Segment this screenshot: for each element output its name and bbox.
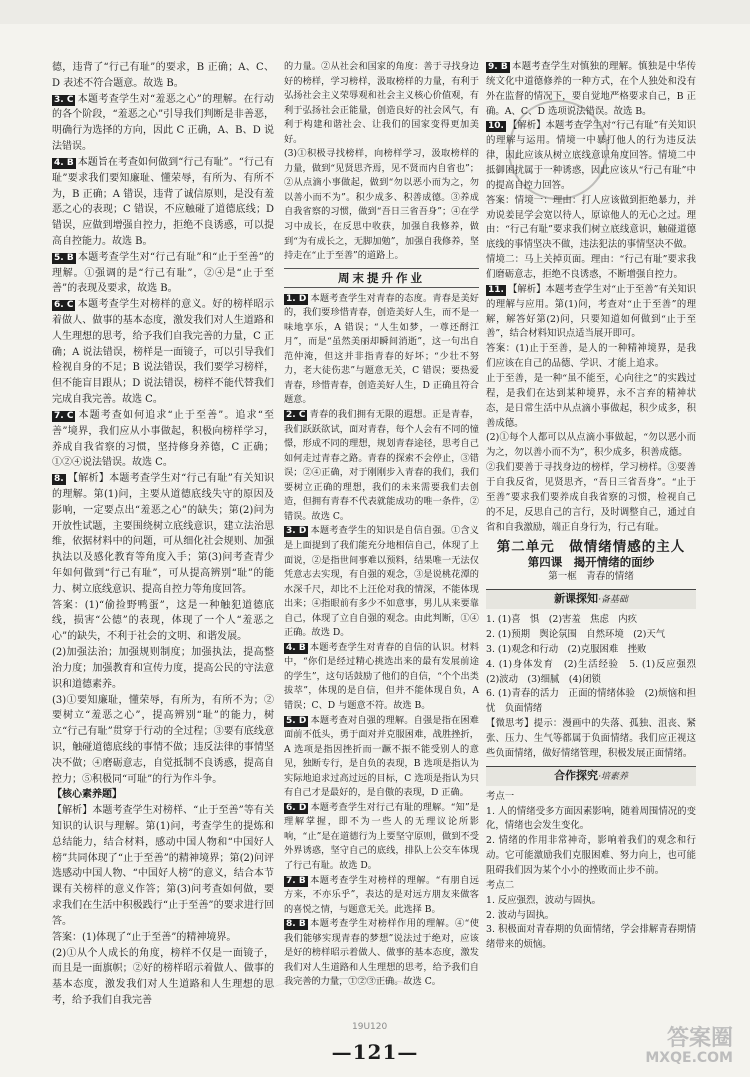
paragraph: 2. 波动与固执。 [486,909,555,921]
paragraph: 1. 人的情绪受多方面因素影响，随着周围情况的变化，情绪也会发生变化。 [486,805,696,832]
question-number: 5. B [54,252,74,263]
paragraph: 1. 反应强烈，波动与固执。 [486,894,602,906]
paragraph: 3. 积极面对青春期的负面情绪，学会排解青春期情绪带来的烦恼。 [486,924,696,951]
answer-text: 本题考查学生对青春的态度。青春是美好的，我们要珍惜青春，创造美好人生，而不是一味地享乐，A 错误；“人生如梦，一尊还酹江月”，而是“虽然美丽却瞬间消逝”，这一句出自范仲淹，但这并非指青春的好坏；“少壮不努力，老大徒伤悲”与题意无关，C 错误；要热爱青春，珍惜青春，创造美好人生，D 正确且符合题意。 [284,292,479,406]
paragraph: (2)①从个人成长的角度，榜样不仅是一面镜子，而且是一面旗帜；②好的榜样昭示着做人、做事的基本态度，激发我们对人生道路和人生理想的思考，给予我们自我完善 [52,947,274,1006]
answer-item [284,292,479,408]
paragraph: 2. 情绪的作用非常神奇，影响着我们的观念和行动。它可能激励我们克服困难、努力向上，也可能阻碍我们因为某个小小的挫败而止步不前。 [486,835,696,876]
section-band-subtitle: ·培素养 [598,771,628,782]
paragraph: 答案：(1)“偷捡野鸭蛋”，这是一种触犯道德底线，损害“公德”的表现，体现了一个人“羞恶之心”的缺失，不利于社会的文明、和谐发展。 [52,599,274,643]
subsection-heading: 【核心素养题】 [52,789,122,801]
answer-item [284,801,479,874]
section-band [486,766,696,786]
answer-text: 本题考查对自强的理解。自强是指在困难面前不低头，勇于面对并克服困难，战胜挫折，A 选项是指因挫折而一蹶不振不能受别人的意见，独断专行，是自负的表现，B 选项是指认为实际地追求过高过远的目标，C 选项是指认为只有自己才是最好的，是自傲的表现，D 正确。 [284,714,479,799]
answer-text: 本题考查学生对榜样作用的理解。④“使我们能够实现青春的梦想”说法过于绝对，应该是好的榜样昭示着做人、做事的基本态度，激发我们对人生道路和人生理想的思考，给予我们自我完善的力量，①②③正确。故选 C。 [284,918,479,988]
page-number: —121— [331,1040,419,1064]
paragraph: 的力量。②从社会和国家的角度：善于寻找身边好的榜样，学习榜样，汲取榜样的力量，有利于弘扬社会主义荣辱观和社会主义核心价值观，有利于弘扬社会正能量，创造良好的社会风气，有利于构建和谐社会、让我们的国家变得更加美好。 [284,61,479,145]
unit-title: 第二单元 做情绪情感的主人 [496,538,686,555]
question-number: 2. C [286,410,306,421]
paragraph: 4. (1)身体发育 (2)生活经验 5. (1)反应强烈 (2)波动 (3)细腻 (4)闭锁 [486,658,706,685]
paragraph: 【微思考】提示：漫画中的失落、孤独、沮丧、紧张、压力、生气等都属于负面情绪。我们应正视这些负面情绪，做好情绪管理，积极发展正面情绪。 [486,718,696,759]
answer-item [52,155,274,250]
answer-text: 【解析】本题考查学生对“行己有耻”有关知识的理解。第(1)问，主要从道德底线失守的原因及影响，一定要点出“羞恶之心”的缺失；第(2)问为开放性试题，主要围绕树立底线意识，建立法治思维，依据材料中的问题，可从细化社会规则、加强执法以及感化教育等角度入手；第(3)问考查青少年如何做到“行己有耻”，可从提高辨别“耻”的能力、树立底线意识、提高自控力等角度回答。 [52,473,274,595]
question-number: 3. C [54,94,74,105]
paragraph: 6. (1)青春的活力 正面的情绪体验 (2)烦恼和担忧 负面情绪 [486,688,696,715]
answer-text: 本题考查如何追求“止于至善”。追求“至善”境界，我们应从小事做起，积极向榜样学习，养成自我省察的习惯，坚持修身养德，C 正确；①②④说法错误。故选 C。 [52,409,274,469]
paragraph: 考点二 [486,879,515,891]
question-number: 5. D [286,715,307,726]
answer-item [52,92,274,155]
paragraph: 【解析】本题考查学生对榜样、“止于至善”等有关知识的认识与理解。第(1)问，考查学生的提炼和总结能力，结合材料，感动中国人物和“中国好人榜”共同体现了“止于至善”的精神境界；第(2)问评选感动中国人物、“中国好人榜”的意义，结合本节课有关榜样的意义作答；第(3)问考查如何做，要求我们在生活中积极践行“止于至善”的要求进行回答。 [52,805,274,927]
paragraph: 1. (1)喜 惧 (2)害羞 焦虑 内疚 [486,614,637,626]
question-number: 1. D [286,293,307,304]
question-number: 10. [488,121,504,132]
section-band-title: 合作探究 [554,768,599,782]
paragraph: (3)①积极寻找榜样，向榜样学习，汲取榜样的力量，做到“见贤思齐焉，见不贤而内自省也”；②从点滴小事做起，做到“勿以恶小而为之，勿以善小而不为”。积少成多、积善成德。③养成自我省察的习惯，做到“吾日三省吾身”；④在学习中成长，在反思中收获，加强自我修养，做到“为有成长之，无脚加勉”，加强自我修养，坚持走在“止于至善”的道路上。 [284,148,479,262]
frame-title: 第一框 青春的情绪 [548,571,634,583]
paragraph: 止于至善，是一种“虽不能至，心向往之”的实践过程，是我们在达到某种境界，永不言弃的精神状态，是日常生活中从点滴小事做起，积少成多，积善成德。 [486,373,696,429]
answer-text: 本题考查学生对榜样的理解。“有朋自远方来，不亦乐乎”，表达的是对远方朋友来做客的喜悦之情，与题意无关。此选择 B。 [284,874,479,915]
paragraph: (3)①要知廉耻，懂荣辱，有所为，有所不为；②要树立“羞恶之心”，提高辨别“耻”的能力，树立“行己有耻”贯穿于行动的全过程；③要有底线意识，触碰道德底线的事情不做；违反法律的事情坚决不做；④磨砺意志，自觉抵制不良诱惑，提高自控力；⑤积极同“可耻”的行为作斗争。 [52,694,274,785]
column-middle [284,60,479,990]
answer-item [284,917,479,990]
question-number: 4. B [54,157,74,168]
paragraph: 3. (1)观念和行动 (2)克服困难 挫败 [486,643,647,655]
column-left [52,60,274,1009]
question-number: 7. B [286,875,306,886]
answer-item [284,408,479,524]
answer-text: 【解析】本题考查学生对“止于至善”有关知识的理解与应用。第(1)问，考查对“止于至善”的理解，解答好第(2)问，只要知道如何做到“止于至善”，结合材料知识点适当展开即可。 [486,283,696,340]
question-number: 7. C [54,410,74,421]
header-band [0,0,750,24]
question-number: 3. D [286,526,307,537]
answer-text: 本题考查学生对青春的自信的认识。材料中，“你们是经过精心挑选出来的最有发展前途的学生”，这句话鼓励了他们的自信，“个个出类拔萃”，体现的是自信，但并不能体现自负，A 错误；C、D 与题意不符。故选 B。 [284,641,479,711]
section-band-title: 新课探知 [554,592,599,606]
answer-item [52,297,274,408]
paragraph: (2)加强法治；加强规则制度；加强执法，提高整治力度；加强教育和宣传力度，提高公民的守法意识和道德素养。 [52,647,274,690]
question-number: 6. D [286,802,307,813]
print-code: 19U120 [352,1022,388,1032]
answer-text: 本题旨在考查如何做到“行己有耻”。“行己有耻”要求我们要知廉耻、懂荣辱，有所为、有所不为，B 正确；A 错误，违背了诚信原则，是没有羞恶之心的表现；C 错误，不应触碰了道德底线；D 错误，应做到增强自控力，拒绝不良诱惑，可以提高自控能力。故选 B。 [52,156,274,247]
paragraph: 答案：(1)体现了“止于至善”的精神境界。 [52,931,237,943]
section-heading: 周末提升作业 [284,268,479,288]
site-watermark-logo: 答案圈 MXQE.COM [645,1026,733,1066]
answer-text: 本题考查学生对榜样的意义。好的榜样昭示着做人、做事的基本态度，激发我们对人生道路和人生理想的思考，给予我们自我完善的力量，C 正确；A 说法错误，榜样是一面镜子，可以引导我们检视自身的不足；B 说法错误，我们要学习榜样，但不能盲目跟从；D 说法错误，榜样不能代替我们完成自我完善。故选 C。 [52,299,274,406]
answer-item [284,874,479,918]
answer-item [284,714,479,801]
paragraph: (2)①每个人都可以从点滴小事做起，“勿以恶小而为之，勿以善小而不为”，积少成多，积善成德。 [486,432,696,459]
answer-text: 本题考查学生对“羞恶之心”的理解。在行动的各个阶段，“羞恶之心”引导我们判断是非善恶，明确行为选择的方向，因此 C 正确，A、B、D 说法错误。 [52,93,274,153]
answer-text: 本题考查学生对行己有耻的理解。“知”是理解掌握，即不为一些人的无理议论所影响，“止”是在道德行为上要坚守原则，做到不受外界诱惑，坚守自己的底线，排队上公交车体现了行己有耻。故选 D。 [284,801,479,871]
section-band-subtitle: ·备基础 [598,595,628,606]
section-band [486,589,696,609]
answer-item [486,60,696,119]
answer-item [486,283,696,342]
answer-item [284,641,479,714]
question-number: 11. [488,284,504,295]
answer-item [52,408,274,471]
paragraph: 情境二：马上关掉页面。理由：“行己有耻”要求我们磨砺意志，拒绝不良诱惑，不断增强自控力。 [486,254,696,281]
answer-item [284,524,479,640]
question-number: 9. B [488,62,508,72]
question-number: 4. B [286,642,306,653]
answer-text: 本题考查学生对“行己有耻”和“止于至善”的理解。①强调的是“行己有耻”，②④是“止于至善”的表现及要求，故选 B。 [52,251,274,295]
answer-text: 青春的我们拥有无限的遐想。正是青春，我们跃跃欲试，面对青春，每个人会有不同的憧憬，形成不同的理想，规划青春途径，思考自己如何走过青春之路。青春的探索不会停止，③错误；②④正确，对于刚刚步入青春的我们，我们要树立正确的理想，我们的未来需要我们去创造，但拥有青春不代表就能成功的唯一条件，②错误。故选 C。 [284,409,479,522]
paragraph: ②我们要善于寻找身边的榜样，学习榜样。③要善于自我反省，见贤思齐，“吾日三省吾身”。“止于至善”要求我们要养成自我省察的习惯，检视自己的不足，反思自己的言行，及时调整自己，通过自省和自我激励，端正自身行为，行己有耻。 [486,462,696,533]
answer-text: 本题考查学生的知识是自信自强。①含义是上面提到了我们能充分地相信自己，体现了上面说，②是指世间事难以预料，结果唯一无法仅凭意志去实现，有自强的观念，③是说桃花潭的水深千尺，却比不上汪伦对我的情深，不能体现出来；④指眼前有多少不如意事，男儿从来要靠自己，体现了立自自强的观念。由此判断，①④正确。故选 D。 [284,525,479,639]
lesson-title: 第四课 揭开情绪的面纱 [527,555,655,570]
answer-text: 本题考查学生对慎独的理解。慎独是中华传统文化中道德修养的一种方式，在个人独处和没有外在监督的情况下，要自觉地严格要求自己，B 正确。A、C、D 选项说法错误。故选 B。 [486,61,696,117]
paragraph: 2. (1)预期 舆论氛围 自然环境 (2)天气 [486,628,666,640]
paragraph: 德，违背了“行己有耻”的要求，B 正确；A、C、D 表述不符合题意。故选 B。 [52,62,274,89]
answer-item [52,250,274,297]
question-number: 8. [54,474,64,485]
paragraph: 答案：情境一：理由：打人应该做到拒绝暴力，并劝说姜昆学会宽以待人，原谅他人的无心之过。理由：“行己有耻”要求我们树立底线意识，触碰道德底线的事情坚决不做，违法犯法的事情坚决不做。 [486,194,696,251]
paragraph: 答案：(1)止于至善，是人的一种精神境界，是我们应该在自己的品德、学识、才能上追求。 [486,343,696,370]
answer-text: 【解析】本题考查学生对“行己有耻”有关知识的理解与运用。情境一中暴打他人的行为违反法律，因此应该从树立底线意识角度回答。情境二中抵御困扰属于一种诱惑，因此应该从“行己有耻”中的提高自控力回答。 [486,120,696,191]
paragraph: 考点一 [486,790,515,802]
answer-item [52,471,274,598]
column-right [486,60,706,953]
answer-item [486,119,696,193]
question-number: 8. B [286,919,306,930]
question-number: 6. C [54,300,74,311]
